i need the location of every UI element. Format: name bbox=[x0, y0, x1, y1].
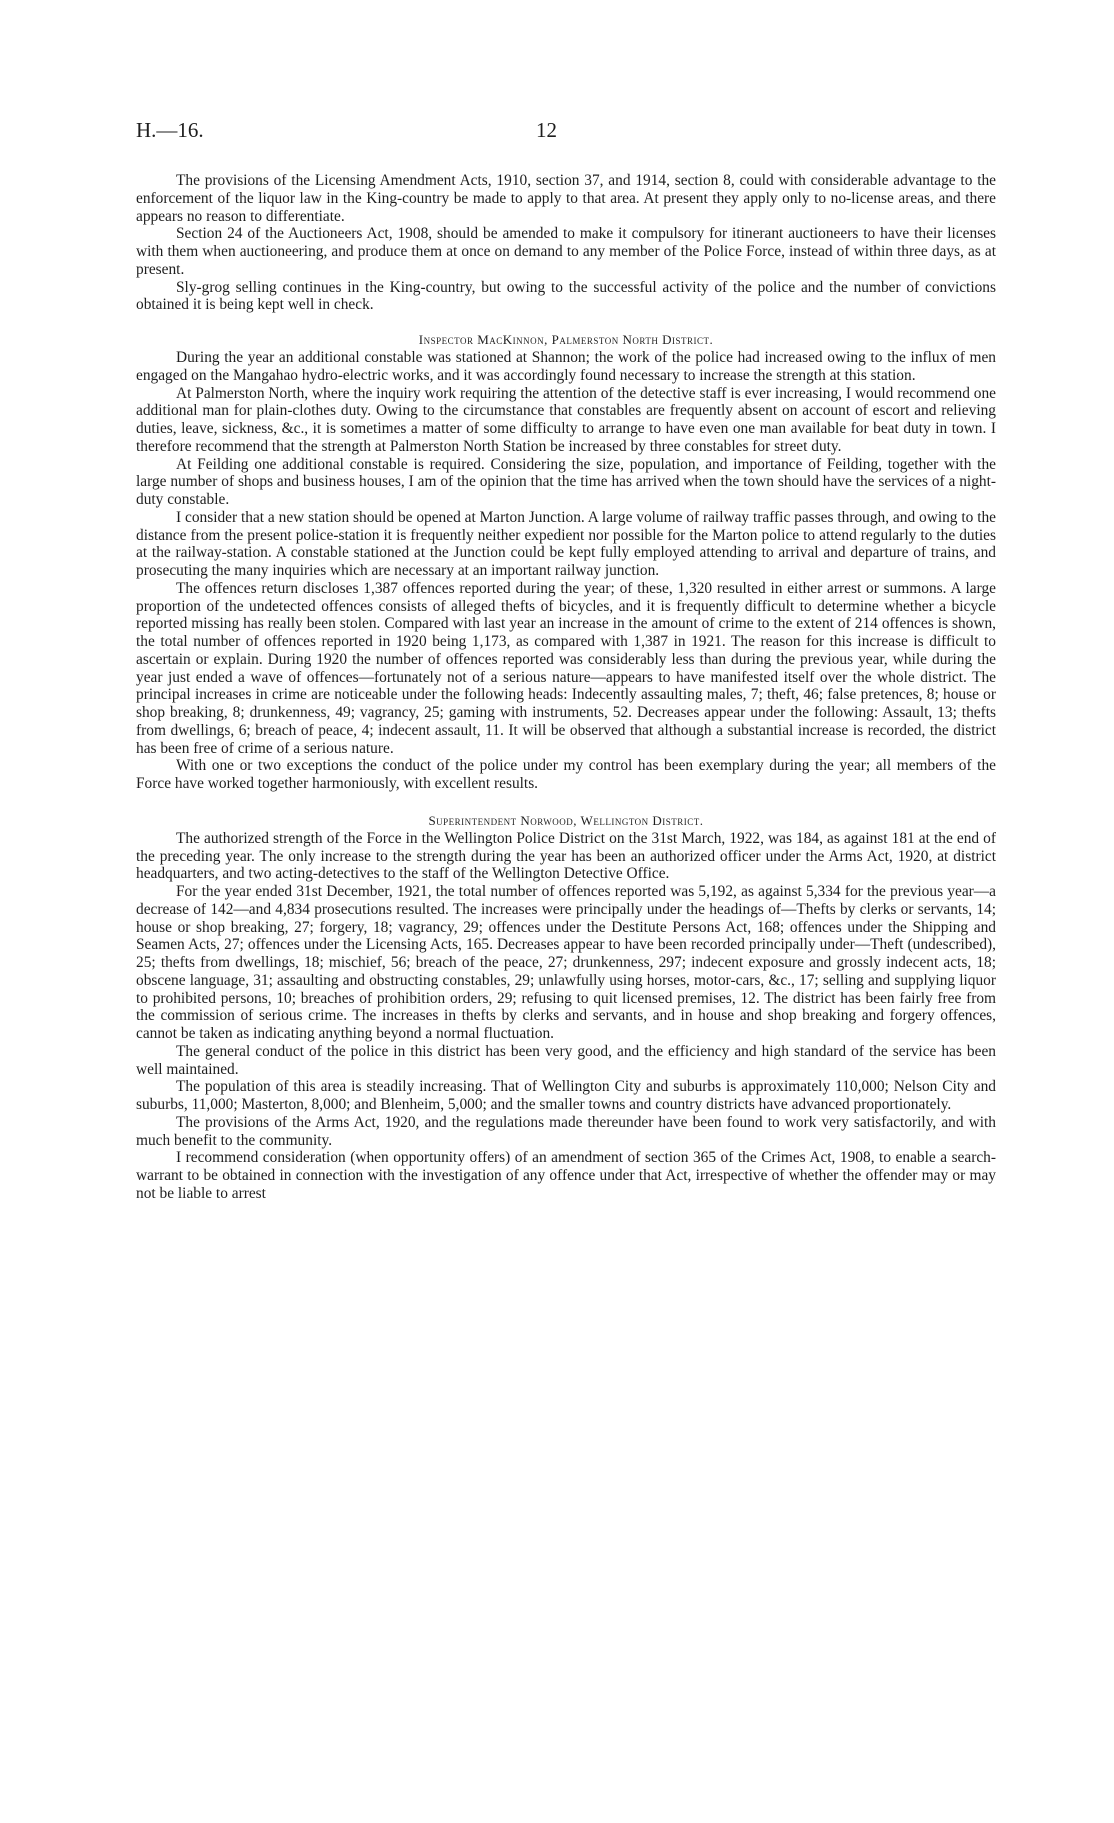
paragraph-general-conduct: The general conduct of the police in this district has been very good, and the efficiency and high standard of the service has been well maintained. bbox=[136, 1042, 996, 1078]
page-header bbox=[136, 118, 996, 148]
report-body bbox=[136, 172, 996, 1203]
paragraph-sly-grog: Sly-grog selling continues in the King-country, but owing to the successful activity of the police and the number of convictions obtained it is being kept well in check. bbox=[136, 278, 996, 314]
paragraph-arms-act: The provisions of the Arms Act, 1920, and the regulations made thereunder have been found to work very satisfactorily, and with much benefit to the community. bbox=[136, 1113, 996, 1149]
paragraph-feilding: At Feilding one additional constable is required. Considering the size, population, and importance of Feilding, together with the large number of shops and business houses, I am of the opinion that the time has arrived when the town should have the services of a night-duty constable. bbox=[136, 455, 996, 508]
paragraph-marton-junction: I consider that a new station should be opened at Marton Junction. A large volume of railway traffic passes through, and owing to the distance from the present police-station it is frequently neither expedient nor possible for the Marton police to attend regularly to the duties at the railway-station. A constable stationed at the Junction could be kept fully employed attending to arrival and departure of trains, and prosecuting the many inquiries which are necessary at an important railway junction. bbox=[136, 508, 996, 579]
paragraph-offences-reported: For the year ended 31st December, 1921, the total number of offences reported was 5,192, as against 5,334 for the previous year—a decrease of 142—and 4,834 prosecutions resulted. The increases were principally under the headings of—Thefts by clerks or servants, 14; house or shop breaking, 27; forgery, 18; vagrancy, 29; offences under the Destitute Persons Act, 168; offences under the Shipping and Seamen Acts, 27; offences under the Licensing Acts, 165. Decreases appear to have been recorded principally under—Theft (undescribed), 25; thefts from dwellings, 18; mischief, 56; breach of the peace, 27; drunkenness, 297; indecent exposure and grossly indecent acts, 18; obscene language, 31; assaulting and obstructing constables, 29; unlawfully using horses, motor-cars, &c., 17; selling and supplying liquor to prohibited persons, 10; breaches of prohibition orders, 29; refusing to quit licensed premises, 12. The district has been fairly free from the commission of serious crime. The increases in thefts by clerks and servants, and in house and shop breaking and forgery offences, cannot be taken as indicating anything beyond a normal fluctuation. bbox=[136, 883, 996, 1042]
paragraph-crimes-act-recommendation: I recommend consideration (when opportunity offers) of an amendment of section 365 of the Crimes Act, 1908, to enable a search-warrant to be obtained in connection with the investigation of any offence under that Act, irrespective of whether the offender may or may not be liable to arrest bbox=[136, 1149, 996, 1202]
paragraph-auctioneers-act: Section 24 of the Auctioneers Act, 1908, should be amended to make it compulsory for itinerant auctioneers to have their licenses with them when auctioneering, and produce them at once on demand to any member of the Police Force, instead of within three days, as at present. bbox=[136, 225, 996, 278]
paragraph-licensing-acts: The provisions of the Licensing Amendment Acts, 1910, section 37, and 1914, section 8, could with considerable advantage to the enforcement of the liquor law in the King-country be made to apply to that area. At present they apply only to no-license areas, and there appears no reason to differentiate. bbox=[136, 172, 996, 225]
paragraph-shannon: During the year an additional constable was stationed at Shannon; the work of the police had increased owing to the influx of men engaged on the Mangahao hydro-electric works, and it was accordingly found necessary to increase the strength at this station. bbox=[136, 349, 996, 384]
section-heading-wellington: Superintendent Norwood, Wellington District. bbox=[428, 812, 704, 828]
paragraph-offences-return: The offences return discloses 1,387 offences reported during the year; of these, 1,320 resulted in either arrest or summons. A large proportion of the undetected offences consists of alleged thefts of bicycles, and it is frequently difficult to determine whether a bicycle reported missing has really been stolen. Compared with last year an increase in the amount of crime to the extent of 214 offences is shown, the total number of offences reported in 1920 being 1,173, as compared with 1,387 in 1921. The reason for this increase is difficult to ascertain or explain. During 1920 the number of offences reported was considerably less than during the previous year, while during the year just ended a wave of offences—fortunately not of a serious nature—appears to have manifested itself over the whole district. The principal increases in crime are noticeable under the following heads: Indecently assaulting males, 7; theft, 46; false pretences, 8; house or shop breaking, 8; drunkenness, 49; vagrancy, 25; gaming with instruments, 52. Decreases appear under the following: Assault, 13; thefts from dwellings, 6; breach of peace, 4; indecent assault, 11. It will be observed that although a substantial increase is recorded, the district has been free of crime of a serious nature. bbox=[136, 579, 996, 757]
paragraph-palmerston-north: At Palmerston North, where the inquiry work requiring the attention of the detective staff is ever increasing, I would recommend one additional man for plain-clothes duty. Owing to the circumstance that constables are frequently absent on account of escort and relieving duties, leave, sickness, &c., it is sometimes a matter of some difficulty to arrange to have even one man available for beat duty in town. I therefore recommend that the strength at Palmerston North Station be increased by three constables for street duty. bbox=[136, 384, 996, 455]
paragraph-authorized-strength: The authorized strength of the Force in the Wellington Police District on the 31st March, 1922, was 184, as against 181 at the end of the preceding year. The only increase to the strength during the year has been an authorized officer under the Arms Act, 1920, at district headquarters, and two acting-detectives to the staff of the Wellington Detective Office. bbox=[136, 829, 996, 883]
section-heading-palmerston-north: Inspector MacKinnon, Palmerston North District. bbox=[418, 332, 714, 347]
report-reference: H.—16. bbox=[136, 118, 204, 142]
paragraph-population: The population of this area is steadily increasing. That of Wellington City and suburbs is approximately 110,000; Nelson City and suburbs, 11,000; Masterton, 8,000; and Blenheim, 5,000; and the smaller towns and country districts have advanced proportionately. bbox=[136, 1078, 996, 1113]
paragraph-police-conduct: With one or two exceptions the conduct of the police under my control has been exemplary during the year; all members of the Force have worked together harmoniously, with excellent results. bbox=[136, 757, 996, 792]
page-number: 12 bbox=[536, 118, 557, 142]
